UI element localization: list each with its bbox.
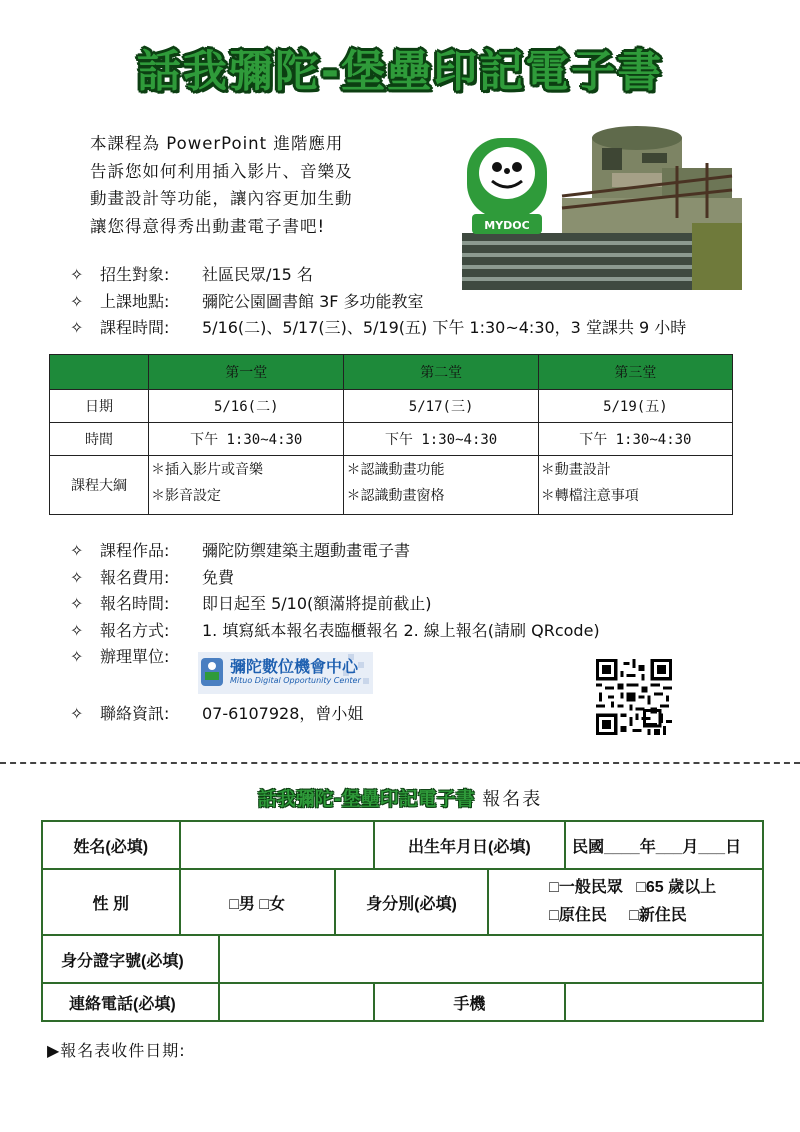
info-value: 07-6107928，曾小姐 bbox=[202, 703, 364, 723]
gender-checkboxes[interactable]: □男 □女 bbox=[180, 869, 335, 935]
schedule-cell: 5/16(二) bbox=[149, 390, 344, 423]
organizer-logo bbox=[198, 652, 373, 694]
cut-line-divider bbox=[0, 762, 800, 764]
mobile-field[interactable] bbox=[565, 983, 763, 1021]
sparkle-icon: ✧ bbox=[70, 647, 84, 666]
outline-item: ＊認識動畫窗格 bbox=[346, 488, 445, 504]
outline-item: ＊認識動畫功能 bbox=[346, 462, 445, 478]
sparkle-icon: ✧ bbox=[70, 594, 84, 613]
info-row-time bbox=[70, 315, 686, 342]
info-label: 報名費用: bbox=[100, 567, 170, 587]
registration-form bbox=[41, 820, 764, 1022]
sparkle-icon: ✧ bbox=[70, 265, 84, 284]
info-row-contact bbox=[70, 701, 600, 728]
sparkle-icon: ✧ bbox=[70, 620, 84, 640]
info-value: 即日起至 5/10(額滿將提前截止) bbox=[202, 594, 432, 613]
outline-item: ＊動畫設計 bbox=[540, 462, 611, 478]
info-row-signup-method bbox=[70, 618, 600, 645]
outline-item: ＊影音設定 bbox=[151, 488, 221, 504]
info-row-target bbox=[70, 262, 686, 289]
schedule-header: 第一堂 bbox=[149, 355, 344, 390]
phone-field[interactable] bbox=[219, 983, 373, 1021]
schedule-table bbox=[49, 354, 733, 515]
form-row-gender bbox=[42, 869, 763, 935]
info-row-work bbox=[70, 538, 600, 565]
schedule-header: 第二堂 bbox=[344, 355, 538, 390]
birth-label: 出生年月日(必填) bbox=[374, 821, 565, 869]
schedule-corner bbox=[50, 355, 149, 390]
schedule-row-label: 時間 bbox=[50, 423, 149, 456]
sparkle-icon: ✧ bbox=[70, 291, 84, 311]
info-value: 彌陀防禦建築主題動畫電子書 bbox=[202, 541, 411, 560]
id-field[interactable] bbox=[219, 935, 763, 983]
info-value: 彌陀公園圖書館 3F 多功能教室 bbox=[202, 291, 424, 311]
intro-text bbox=[90, 130, 353, 240]
birth-field[interactable]: 民國____年___月___日 bbox=[565, 821, 763, 869]
form-row-phone bbox=[42, 983, 763, 1021]
qr-code[interactable] bbox=[596, 659, 672, 735]
schedule-cell: 下午 1:30~4:30 bbox=[538, 423, 732, 456]
sparkle-icon: ✧ bbox=[70, 541, 84, 560]
schedule-cell bbox=[149, 456, 344, 515]
schedule-row-label: 課程大綱 bbox=[50, 456, 149, 515]
schedule-row-date bbox=[50, 390, 733, 423]
info-row-location bbox=[70, 289, 686, 316]
mascot-label: MYDOC bbox=[484, 219, 530, 232]
name-label: 姓名(必填) bbox=[42, 821, 180, 869]
info-label: 課程作品: bbox=[100, 541, 170, 560]
intro-line: 本課程為 PowerPoint 進階應用 bbox=[90, 134, 344, 153]
schedule-row-time bbox=[50, 423, 733, 456]
schedule-header: 第三堂 bbox=[538, 355, 732, 390]
sparkle-icon: ✧ bbox=[70, 567, 84, 587]
page-title: 話我彌陀-堡壘印記電子書 bbox=[136, 46, 664, 97]
info-row-fee bbox=[70, 565, 600, 592]
outline-item: ＊轉檔注意事項 bbox=[540, 488, 639, 504]
organizer-name: 彌陀數位機會中心 bbox=[230, 657, 359, 676]
identity-option-line[interactable]: □原住民 □新住民 bbox=[549, 907, 687, 924]
info-label: 聯絡資訊: bbox=[100, 703, 170, 723]
schedule-cell: 5/19(五) bbox=[538, 390, 732, 423]
schedule-row-label: 日期 bbox=[50, 390, 149, 423]
form-row-id bbox=[42, 935, 763, 983]
info-label: 報名方式: bbox=[100, 620, 170, 640]
sparkle-icon: ✧ bbox=[70, 703, 84, 723]
schedule-cell: 下午 1:30~4:30 bbox=[344, 423, 538, 456]
id-label: 身分證字號(必填) bbox=[42, 935, 219, 983]
schedule-cell: 5/17(三) bbox=[344, 390, 538, 423]
info-value: 1. 填寫紙本報名表臨櫃報名 2. 線上報名(請刷 QRcode) bbox=[202, 620, 600, 640]
form-title-suffix: 報名表 bbox=[474, 789, 543, 810]
info-value: 5/16(二)、5/17(三)、5/19(五) 下午 1:30~4:30，3 堂課共 9 小時 bbox=[202, 318, 687, 337]
identity-option-line[interactable]: □一般民眾 □65 歲以上 bbox=[549, 879, 717, 896]
sparkle-icon: ✧ bbox=[70, 318, 84, 337]
info-list-bottom bbox=[70, 538, 600, 727]
form-row-name bbox=[42, 821, 763, 869]
schedule-row-outline bbox=[50, 456, 733, 515]
form-deadline: ▶報名表收件日期: bbox=[47, 1041, 186, 1060]
schedule-cell bbox=[344, 456, 538, 515]
info-label: 辦理單位: bbox=[100, 647, 170, 666]
identity-checkboxes[interactable] bbox=[488, 869, 763, 935]
schedule-header-row bbox=[50, 355, 733, 390]
phone-label: 連絡電話(必填) bbox=[42, 983, 219, 1021]
mobile-label: 手機 bbox=[374, 983, 565, 1021]
info-value: 免費 bbox=[202, 567, 235, 587]
intro-line: 動畫設計等功能，讓內容更加生動 bbox=[90, 189, 353, 208]
info-label: 課程時間: bbox=[100, 318, 170, 337]
info-row-signup-time bbox=[70, 591, 600, 618]
form-title bbox=[0, 784, 800, 811]
organizer-subtitle: Mituo Digital Opportunity Center bbox=[230, 676, 361, 685]
info-value: 社區民眾/15 名 bbox=[202, 265, 313, 284]
info-list-top bbox=[70, 262, 686, 342]
form-title-main: 話我彌陀-堡壘印記電子書 bbox=[257, 788, 475, 810]
name-field[interactable] bbox=[180, 821, 374, 869]
info-label: 招生對象: bbox=[100, 265, 170, 284]
gender-label: 性 別 bbox=[42, 869, 180, 935]
intro-line: 讓您得意得秀出動畫電子書吧! bbox=[90, 216, 326, 236]
info-label: 報名時間: bbox=[100, 594, 170, 613]
identity-label: 身分別(必填) bbox=[335, 869, 488, 935]
intro-line: 告訴您如何利用插入影片、音樂及 bbox=[90, 161, 353, 181]
info-label: 上課地點: bbox=[100, 291, 170, 311]
outline-item: ＊插入影片或音樂 bbox=[151, 462, 263, 478]
schedule-cell: 下午 1:30~4:30 bbox=[149, 423, 344, 456]
schedule-cell bbox=[538, 456, 732, 515]
